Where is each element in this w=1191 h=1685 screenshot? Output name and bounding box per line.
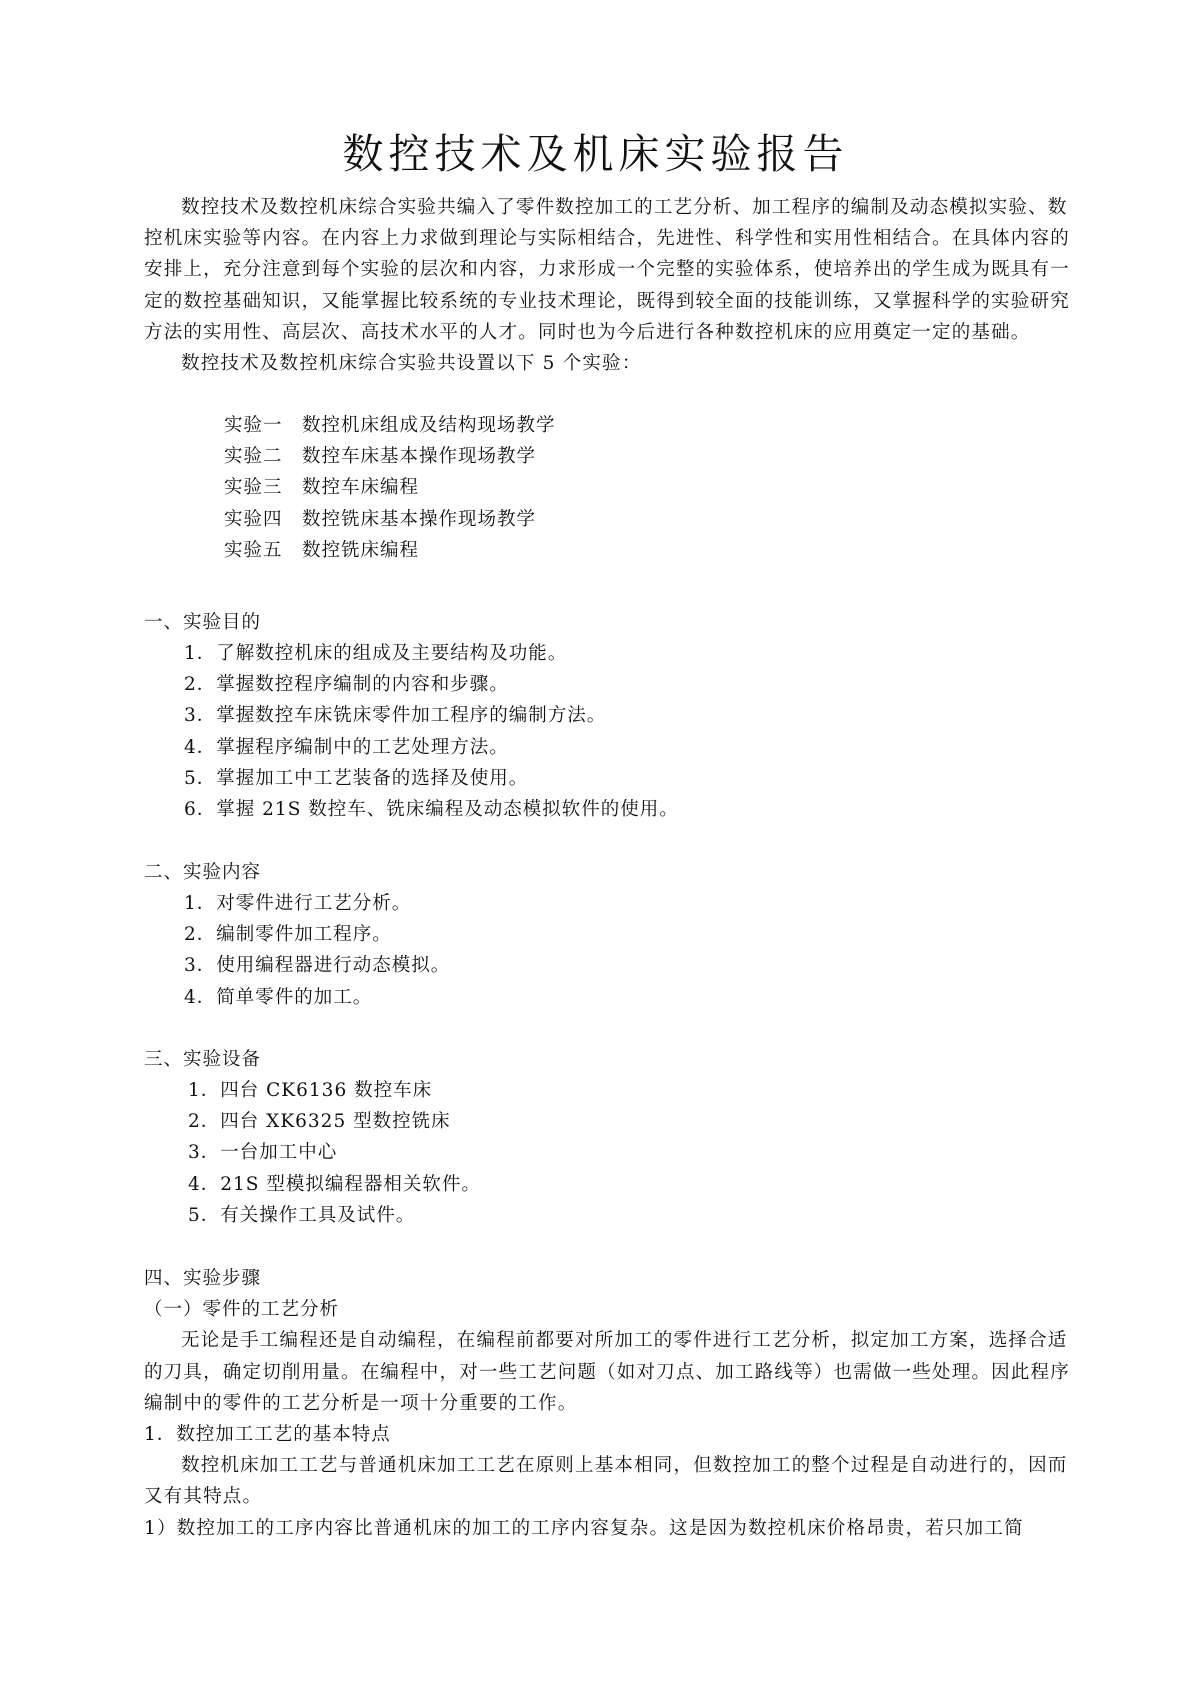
list-item: 1．四台 CK6136 数控车床: [188, 1080, 433, 1101]
list-item: 实验三 数控车床编程: [224, 477, 420, 499]
analysis-paragraph: 无论是手工编程还是自动编程，在编程前都要对所加工的零件进行工艺分析，拟定加工方案，选择合适的刀具，确定切削用量。在编程中，对一些工艺问题（如对刀点、加工路线等）也需做一些处理。因此程序编制中的零件的工艺分析是一项十分重要的工作。: [144, 1330, 1070, 1414]
experiments-intro: 数控技术及数控机床综合实验共设置以下 5 个实验：: [181, 353, 642, 375]
document-title: 数控技术及机床实验报告: [342, 130, 849, 178]
section-steps: [144, 1263, 1074, 1544]
list-item: 实验四 数控铣床基本操作现场教学: [224, 508, 537, 530]
list-item: 5．掌握加工中工艺装备的选择及使用。: [184, 767, 529, 789]
list-item: 4．21S 型模拟编程器相关软件。: [188, 1173, 481, 1195]
equipment-list: [188, 1075, 1118, 1231]
list-item: 3．使用编程器进行动态模拟。: [184, 955, 451, 977]
section-heading: 三、实验设备: [144, 1049, 262, 1070]
section-content: [144, 857, 1074, 888]
objectives-list: [184, 638, 1114, 825]
section-heading: 二、实验内容: [144, 862, 262, 883]
intro-block: [144, 192, 1074, 379]
list-item: 实验五 数控铣床编程: [224, 539, 420, 561]
list-item: 2．掌握数控程序编制的内容和步骤。: [184, 674, 509, 696]
sub-heading: （一）零件的工艺分析: [144, 1299, 340, 1321]
section-equipment: [144, 1044, 1074, 1075]
list-item: 1．了解数控机床的组成及主要结构及功能。: [184, 643, 568, 664]
feature-item: 1）数控加工的工序内容比普通机床的加工的工序内容复杂。这是因为数控机床价格昂贵，若只加工简: [144, 1517, 1024, 1539]
point-heading: 1．数控加工工艺的基本特点: [144, 1424, 391, 1446]
intro-paragraph: 数控技术及数控机床综合实验共编入了零件数控加工的工艺分析、加工程序的编制及动态模拟实验、数控机床实验等内容。在内容上力求做到理论与实际相结合，先进性、科学性和实用性相结合。在具体内容的安排上，充分注意到每个实验的层次和内容，力求形成一个完整的实验体系，使培养出的学生成为既具有一定的数控基础知识，又能掌握比较系统的专业技术理论，既得到较全面的技能训练，又掌握科学的实验研究方法的实用性、高层次、高技术水平的人才。同时也为今后进行各种数控机床的应用奠定一定的基础。: [144, 197, 1070, 343]
section-objectives: [144, 607, 1074, 638]
list-item: 3．掌握数控车床铣床零件加工程序的编制方法。: [184, 705, 607, 727]
list-item: 5．有关操作工具及试件。: [188, 1204, 416, 1226]
list-item: 实验一 数控机床组成及结构现场教学: [224, 415, 556, 436]
list-item: 1．对零件进行工艺分析。: [184, 893, 412, 914]
list-item: 2．编制零件加工程序。: [184, 924, 392, 946]
features-paragraph: 数控机床加工工艺与普通机床加工工艺在原则上基本相同，但数控加工的整个过程是自动进行的，因而又有其特点。: [144, 1455, 1068, 1508]
list-item: 3．一台加工中心: [188, 1142, 338, 1164]
list-item: 6．掌握 21S 数控车、铣床编程及动态模拟软件的使用。: [184, 799, 679, 821]
experiment-list: [224, 410, 1154, 566]
content-list: [184, 888, 1114, 1013]
list-item: 4．掌握程序编制中的工艺处理方法。: [184, 736, 509, 758]
list-item: 实验二 数控车床基本操作现场教学: [224, 446, 537, 468]
section-heading: 一、实验目的: [144, 612, 262, 633]
section-heading: 四、实验步骤: [144, 1268, 262, 1289]
list-item: 2．四台 XK6325 型数控铣床: [188, 1111, 451, 1133]
list-item: 4．简单零件的加工。: [184, 986, 373, 1008]
